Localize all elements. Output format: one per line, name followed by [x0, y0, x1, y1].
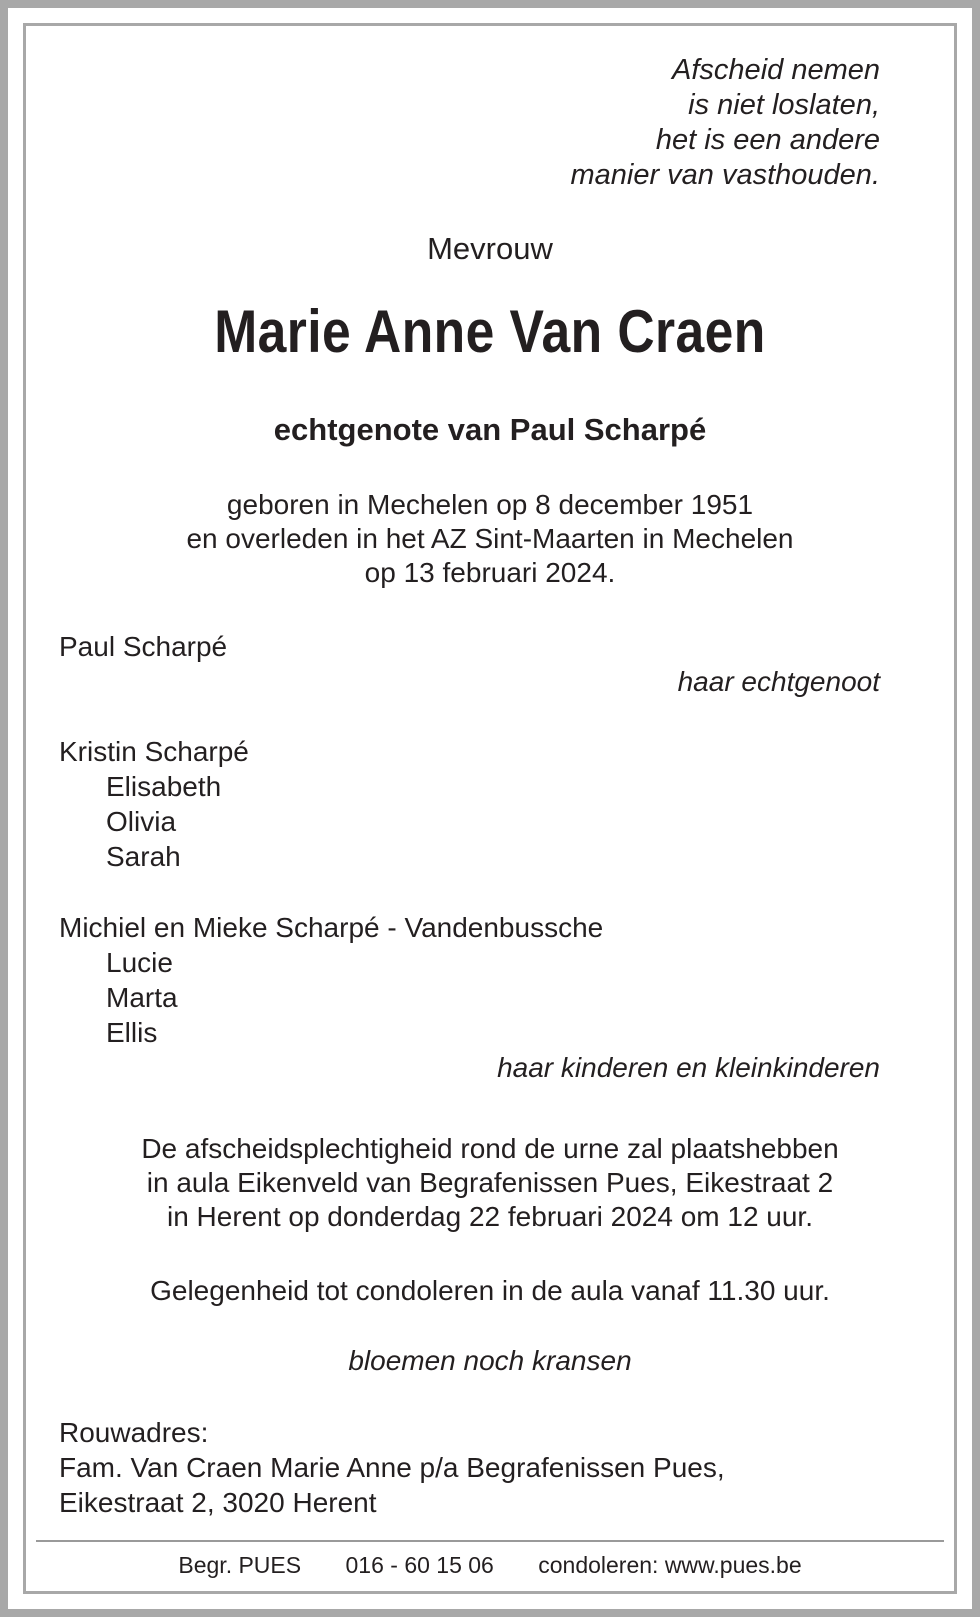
flowers-note: bloemen noch kransen: [348, 1345, 632, 1376]
ceremony-info: [0, 1132, 980, 1234]
title-prefix: Mevrouw: [427, 231, 553, 266]
footer-divider: [36, 1540, 944, 1542]
condolence-info: Gelegenheid tot condoleren in de aula vanaf 11.30 uur.: [150, 1275, 830, 1306]
child-name: Michiel en Mieke Scharpé - Vandenbussche: [59, 912, 604, 943]
born-line: en overleden in het AZ Sint-Maarten in Mechelen: [186, 523, 794, 554]
poem-line: manier van vasthouden.: [570, 159, 880, 191]
husband-name: Paul Scharpé: [59, 631, 228, 662]
poem: [570, 53, 880, 193]
grandchild-name: Elisabeth: [106, 771, 222, 802]
ceremony-line: in aula Eikenveld van Begrafenissen Pues, Eikestraat 2: [146, 1167, 834, 1198]
funeral-company: Begr. PUES: [178, 1552, 302, 1578]
poem-line: is niet loslaten,: [688, 89, 880, 121]
address-line: Fam. Van Craen Marie Anne p/a Begrafenissen Pues,: [59, 1452, 725, 1483]
born-line: geboren in Mechelen op 8 december 1951: [226, 489, 754, 520]
child-name: Kristin Scharpé: [59, 736, 249, 767]
address-label: Rouwadres:: [59, 1417, 209, 1448]
footer: [0, 1550, 980, 1580]
grandchild-name: Olivia: [106, 806, 177, 837]
poem-line: het is een andere: [655, 124, 880, 156]
grandchild-name: Marta: [106, 982, 178, 1013]
deceased-name: Marie Anne Van Craen: [214, 298, 766, 365]
ceremony-line: De afscheidsplechtigheid rond de urne zal plaatshebben: [141, 1133, 839, 1164]
phone-number: 016 - 60 15 06: [345, 1552, 494, 1578]
birth-death-info: [0, 488, 980, 590]
spouse-line: echtgenote van Paul Scharpé: [273, 412, 707, 447]
website-link[interactable]: condoleren: www.pues.be: [538, 1552, 802, 1578]
children-role: haar kinderen en kleinkinderen: [497, 1052, 880, 1083]
grandchild-name: Lucie: [106, 947, 173, 978]
grandchild-name: Ellis: [106, 1017, 158, 1048]
born-line: op 13 februari 2024.: [364, 557, 616, 588]
address-line: Eikestraat 2, 3020 Herent: [59, 1487, 377, 1518]
poem-line: Afscheid nemen: [672, 54, 880, 86]
husband-role: haar echtgenoot: [677, 666, 880, 697]
ceremony-line: in Herent op donderdag 22 februari 2024 om 12 uur.: [166, 1201, 813, 1232]
grandchild-name: Sarah: [106, 841, 181, 872]
